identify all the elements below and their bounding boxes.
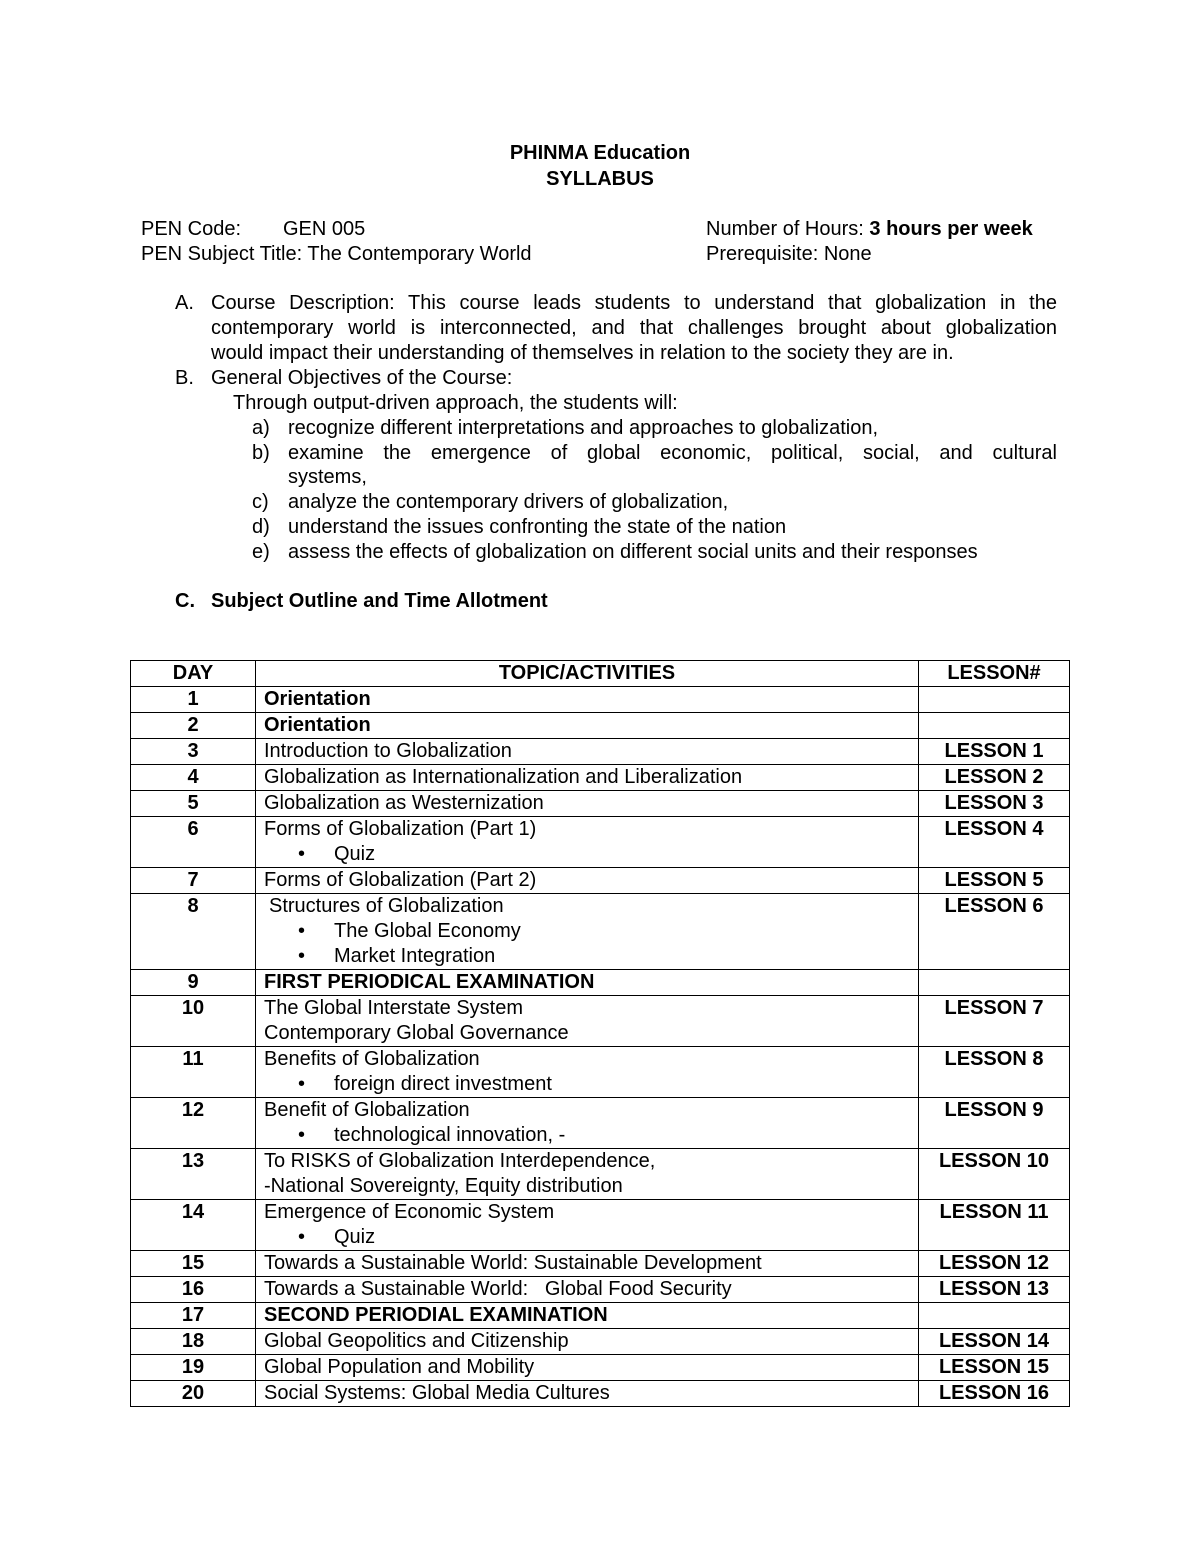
- day-cell: 8: [131, 894, 256, 970]
- day-cell: 15: [131, 1251, 256, 1277]
- topic-text: Structures of Globalization: [269, 895, 504, 917]
- table-row: [131, 1303, 1070, 1329]
- topic-cell: Towards a Sustainable World: Sustainable Development: [256, 1251, 919, 1277]
- lesson-cell: [919, 970, 1070, 996]
- course-description-line: would impact their understanding of themselves in relation to the society they are in.: [211, 342, 954, 364]
- table-row: [131, 996, 1070, 1047]
- table-row: [131, 687, 1070, 713]
- day-cell: 6: [131, 817, 256, 868]
- day-cell: 9: [131, 970, 256, 996]
- day-cell: 12: [131, 1098, 256, 1149]
- objective-marker: e): [252, 540, 270, 563]
- table-row: [131, 1329, 1070, 1355]
- lesson-cell: LESSON 16: [919, 1381, 1070, 1407]
- lesson-cell: LESSON 1: [919, 739, 1070, 765]
- table-row: [131, 1200, 1070, 1251]
- topic-cell: FIRST PERIODICAL EXAMINATION: [256, 970, 919, 996]
- day-cell: 13: [131, 1149, 256, 1200]
- bullet-item: • foreign direct investment: [264, 1072, 910, 1097]
- table-row: [131, 817, 1070, 868]
- lesson-cell: LESSON 5: [919, 868, 1070, 894]
- table-row: [131, 868, 1070, 894]
- topic-text: Benefits of Globalization: [264, 1048, 480, 1070]
- lesson-cell: LESSON 3: [919, 791, 1070, 817]
- lesson-cell: LESSON 8: [919, 1047, 1070, 1098]
- table-row: [131, 894, 1070, 970]
- prerequisite-label: Prerequisite:: [706, 243, 819, 265]
- bullet-item: • Quiz: [264, 842, 910, 867]
- day-cell: 16: [131, 1277, 256, 1303]
- day-cell: 3: [131, 739, 256, 765]
- table-row: [131, 713, 1070, 739]
- objective-text: examine the emergence of global economic, political, social, and cultural: [288, 441, 1057, 464]
- hours-label: Number of Hours:: [706, 218, 864, 240]
- topic-cell: [256, 1047, 919, 1098]
- objective-marker: c): [252, 491, 269, 514]
- table-row: [131, 1047, 1070, 1098]
- topic-text: The Global Interstate System: [264, 997, 524, 1019]
- table-row: [131, 1381, 1070, 1407]
- lesson-cell: LESSON 6: [919, 894, 1070, 970]
- topic-cell: SECOND PERIODIAL EXAMINATION: [256, 1303, 919, 1329]
- table-row: [131, 791, 1070, 817]
- topic-bullets: [264, 1123, 910, 1148]
- section-a-marker: A.: [175, 292, 194, 314]
- table-row: [131, 1251, 1070, 1277]
- topic-bullets: [264, 842, 910, 867]
- table-row: [131, 1149, 1070, 1200]
- bullet-item: • Quiz: [264, 1225, 910, 1250]
- topic-cell: [256, 1200, 919, 1251]
- topic-cell: [256, 996, 919, 1047]
- day-cell: 2: [131, 713, 256, 739]
- topic-cell: Globalization as Westernization: [256, 791, 919, 817]
- topic-text-line2: -National Sovereignty, Equity distribution: [264, 1175, 623, 1197]
- table-row: [131, 1098, 1070, 1149]
- subject-title-label: PEN Subject Title:: [141, 243, 303, 265]
- lesson-cell: LESSON 14: [919, 1329, 1070, 1355]
- topic-cell: Orientation: [256, 687, 919, 713]
- bullet-item: • Market Integration: [264, 944, 910, 969]
- topic-cell: Introduction to Globalization: [256, 739, 919, 765]
- lesson-cell: LESSON 11: [919, 1200, 1070, 1251]
- objective-text: assess the effects of globalization on different social units and their responses: [288, 540, 978, 563]
- hours-value: 3 hours per week: [869, 218, 1033, 240]
- doc-title: SYLLABUS: [546, 168, 654, 190]
- lesson-cell: LESSON 7: [919, 996, 1070, 1047]
- objective-marker: a): [252, 417, 270, 439]
- lesson-cell: LESSON 12: [919, 1251, 1070, 1277]
- subject-title-row: [141, 243, 532, 266]
- topic-cell: Forms of Globalization (Part 2): [256, 868, 919, 894]
- topic-cell: Social Systems: Global Media Cultures: [256, 1381, 919, 1407]
- table-header-row: [131, 661, 1070, 687]
- objectives-list: [252, 416, 1057, 564]
- objective-item: [252, 416, 1057, 441]
- day-cell: 7: [131, 868, 256, 894]
- objective-marker: b): [252, 441, 270, 464]
- lesson-cell: [919, 687, 1070, 713]
- section-c-marker: C.: [175, 590, 195, 612]
- topic-cell: [256, 1098, 919, 1149]
- day-cell: 19: [131, 1355, 256, 1381]
- day-cell: 4: [131, 765, 256, 791]
- lesson-cell: LESSON 9: [919, 1098, 1070, 1149]
- objectives-title: General Objectives of the Course:: [211, 367, 513, 389]
- table-row: [131, 765, 1070, 791]
- topic-cell: Orientation: [256, 713, 919, 739]
- objective-marker: d): [252, 515, 270, 538]
- topic-cell: Global Geopolitics and Citizenship: [256, 1329, 919, 1355]
- lesson-cell: LESSON 2: [919, 765, 1070, 791]
- course-description-line: contemporary world is interconnected, and that challenges brought about globalization: [211, 317, 1057, 339]
- topic-bullets: [264, 1225, 910, 1250]
- objective-text: analyze the contemporary drivers of globalization,: [288, 491, 729, 514]
- section-b-marker: B.: [175, 367, 194, 389]
- objectives-intro: Through output-driven approach, the students will:: [233, 392, 678, 414]
- objective-text-continued: systems,: [288, 466, 367, 489]
- outline-title: Subject Outline and Time Allotment: [211, 590, 548, 612]
- day-cell: 10: [131, 996, 256, 1047]
- header-topic: TOPIC/ACTIVITIES: [256, 661, 919, 687]
- topic-text: Benefit of Globalization: [264, 1099, 470, 1121]
- bullet-item: • The Global Economy: [264, 919, 910, 944]
- lesson-cell: LESSON 15: [919, 1355, 1070, 1381]
- day-cell: 5: [131, 791, 256, 817]
- bullet-item: • technological innovation, -: [264, 1123, 910, 1148]
- schedule-table: [130, 660, 1070, 1407]
- objective-item: [252, 490, 1057, 515]
- topic-cell: [256, 817, 919, 868]
- topic-cell: [256, 1149, 919, 1200]
- topic-cell: Global Population and Mobility: [256, 1355, 919, 1381]
- topic-bullets: [264, 919, 910, 969]
- table-row: [131, 1277, 1070, 1303]
- day-cell: 18: [131, 1329, 256, 1355]
- day-cell: 1: [131, 687, 256, 713]
- topic-bullets: [264, 1072, 910, 1097]
- lesson-cell: [919, 713, 1070, 739]
- hours-row: [706, 218, 1033, 241]
- table-row: [131, 970, 1070, 996]
- table-row: [131, 1355, 1070, 1381]
- day-cell: 11: [131, 1047, 256, 1098]
- objective-item: [252, 540, 1057, 565]
- topic-cell: Towards a Sustainable World: Global Food Security: [256, 1277, 919, 1303]
- objective-text: recognize different interpretations and approaches to globalization,: [288, 417, 879, 439]
- header-day: DAY: [131, 661, 256, 687]
- lesson-cell: LESSON 10: [919, 1149, 1070, 1200]
- day-cell: 17: [131, 1303, 256, 1329]
- objective-item: [252, 515, 1057, 540]
- objective-item: [252, 441, 1057, 490]
- table-row: [131, 739, 1070, 765]
- objective-text: understand the issues confronting the state of the nation: [288, 515, 787, 538]
- prerequisite-value: None: [823, 243, 872, 265]
- subject-title-value: The Contemporary World: [307, 243, 532, 265]
- lesson-cell: LESSON 4: [919, 817, 1070, 868]
- prerequisite-row: [706, 243, 872, 266]
- lesson-cell: LESSON 13: [919, 1277, 1070, 1303]
- course-description: [211, 291, 1057, 366]
- topic-text: Emergence of Economic System: [264, 1201, 555, 1223]
- day-cell: 20: [131, 1381, 256, 1407]
- lesson-cell: [919, 1303, 1070, 1329]
- header-lesson: LESSON#: [919, 661, 1070, 687]
- topic-text: Forms of Globalization (Part 1): [264, 818, 537, 840]
- org-title: PHINMA Education: [509, 142, 691, 164]
- pen-code-label: PEN Code:: [141, 218, 242, 240]
- topic-cell: Globalization as Internationalization and Liberalization: [256, 765, 919, 791]
- topic-cell: [256, 894, 919, 970]
- topic-text-line2: Contemporary Global Governance: [264, 1022, 569, 1044]
- day-cell: 14: [131, 1200, 256, 1251]
- topic-text: To RISKS of Globalization Interdependence,: [264, 1150, 656, 1172]
- pen-code-value: GEN 005: [283, 218, 366, 240]
- course-description-line: Course Description: This course leads students to understand that globalization in the: [211, 292, 1057, 314]
